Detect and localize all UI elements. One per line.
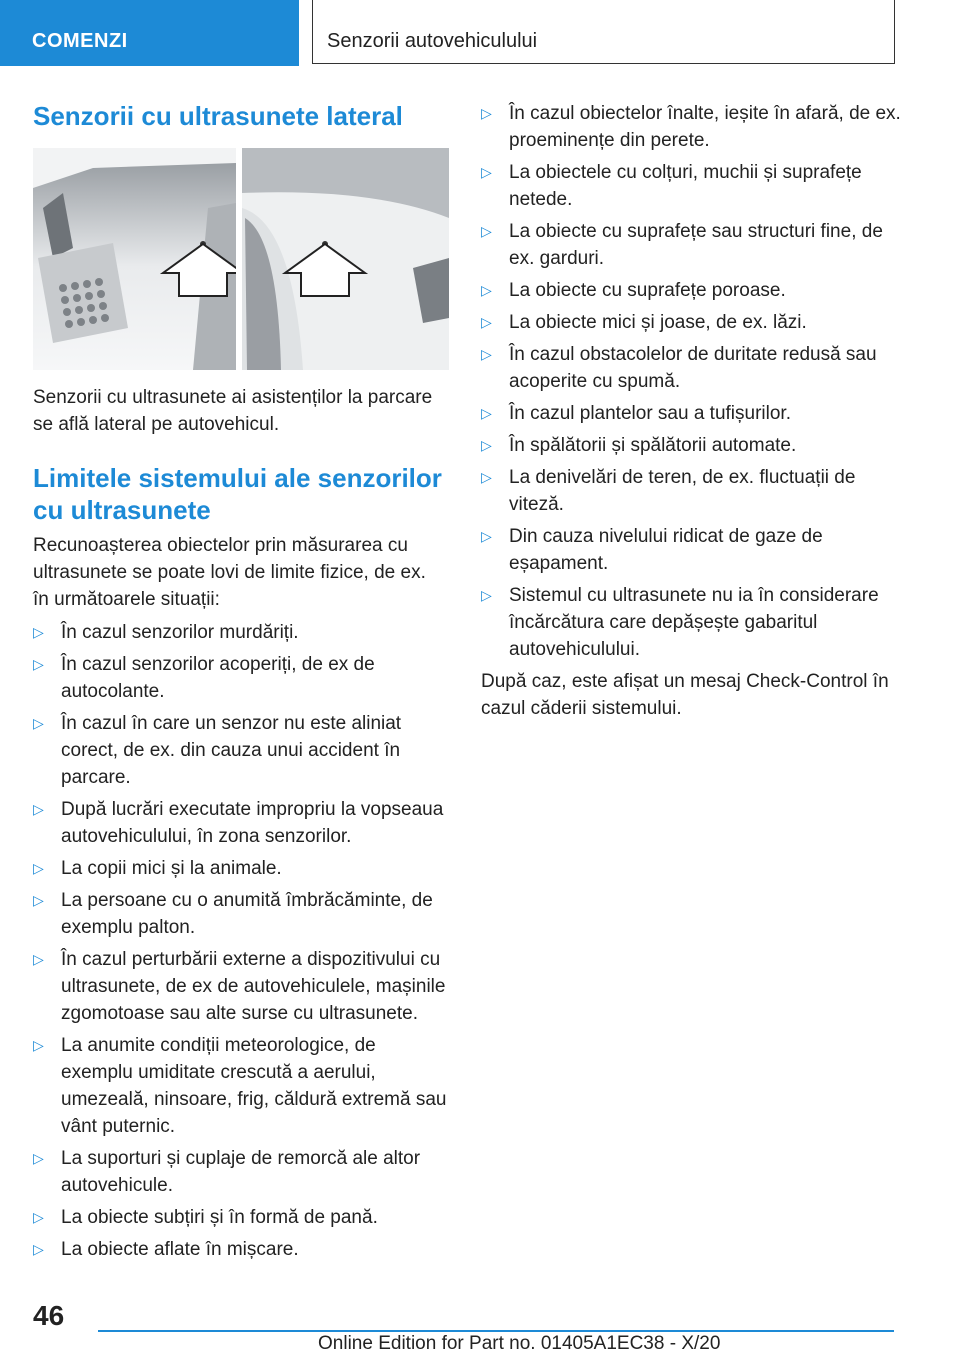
bullet-triangle-icon: ▷ — [33, 1150, 44, 1166]
list-item: ▷ În cazul perturbării externe a dispozitivului cu ultrasunete, de ex de autovehiculele, mașinile zgomotoase sau alte surse cu ultrasunete. — [33, 946, 449, 1027]
bullet-triangle-icon: ▷ — [481, 405, 492, 421]
list-item: ▷ După lucrări executate impropriu la vopseaua autovehiculului, în zona senzorilor. — [33, 796, 449, 850]
bullet-triangle-icon: ▷ — [33, 860, 44, 876]
list-item: ▷ La obiecte subțiri și în formă de pană. — [33, 1204, 449, 1231]
closing-text: După caz, este afișat un mesaj Check-Control în cazul căderii sistemului. — [481, 671, 889, 719]
sensor-figure — [33, 148, 449, 370]
list-item: ▷ La copii mici și la animale. — [33, 855, 449, 882]
bullet-triangle-icon: ▷ — [33, 624, 44, 640]
list-item: ▷ În cazul senzorilor acoperiți, de ex de autocolante. — [33, 651, 449, 705]
limits-list-left — [33, 619, 449, 1263]
list-item: ▷ În cazul senzorilor murdăriți. — [33, 619, 449, 646]
bullet-triangle-icon: ▷ — [481, 346, 492, 362]
bullet-triangle-icon: ▷ — [33, 656, 44, 672]
list-item: ▷ În cazul obstacolelor de duritate redusă sau acoperite cu spumă. — [481, 341, 901, 395]
section-heading-lateral: Senzorii cu ultrasunete lateral — [33, 101, 403, 131]
bullet-triangle-icon: ▷ — [33, 892, 44, 908]
bullet-triangle-icon: ▷ — [481, 282, 492, 298]
list-item: ▷ La denivelări de teren, de ex. fluctuații de viteză. — [481, 464, 901, 518]
list-item: ▷ În cazul în care un senzor nu este aliniat corect, de ex. din cauza unui accident în parcare. — [33, 710, 449, 791]
bullet-triangle-icon: ▷ — [481, 105, 492, 121]
page-number: 46 — [33, 1300, 65, 1331]
list-item: ▷ La obiecte mici și joase, de ex. lăzi. — [481, 309, 901, 336]
list-item: ▷ La anumite condiții meteorologice, de exemplu umiditate crescută a aerului, umezeală, ninsoare, frig, căldură extremă sau vânt puternic. — [33, 1032, 449, 1140]
bullet-triangle-icon: ▷ — [481, 437, 492, 453]
list-item: ▷ În spălătorii și spălătorii automate. — [481, 432, 901, 459]
bullet-triangle-icon: ▷ — [481, 223, 492, 239]
chapter-title: Senzorii autovehiculului — [312, 0, 895, 64]
section-heading-limits: Limitele sistemului ale senzorilor cu ultrasunete — [33, 463, 442, 525]
page-header — [0, 0, 960, 66]
bullet-triangle-icon: ▷ — [33, 1037, 44, 1053]
right-column — [481, 100, 901, 722]
footer-divider — [98, 1330, 894, 1332]
list-item: ▷ La obiecte cu suprafețe sau structuri fine, de ex. garduri. — [481, 218, 901, 272]
car-bumper-illustration — [33, 148, 449, 370]
limits-list-right — [481, 100, 901, 663]
list-item: ▷ Sistemul cu ultrasunete nu ia în considerare încărcătura care depășește gabaritul autovehiculului. — [481, 582, 901, 663]
bullet-triangle-icon: ▷ — [481, 164, 492, 180]
list-item: ▷ La obiecte aflate în mișcare. — [33, 1236, 449, 1263]
bullet-triangle-icon: ▷ — [33, 715, 44, 731]
bullet-triangle-icon: ▷ — [481, 587, 492, 603]
intro-text: Senzorii cu ultrasunete ai asistenților la parcare se află lateral pe autovehicul. — [33, 387, 433, 435]
section-tab: COMENZI — [0, 0, 299, 66]
list-item: ▷ În cazul obiectelor înalte, ieșite în afară, de ex. proeminențe din perete. — [481, 100, 901, 154]
left-column — [33, 100, 449, 1268]
edition-footer: Online Edition for Part no. 01405A1EC38 - X/20 — [318, 1333, 721, 1354]
list-item: ▷ La obiecte cu suprafețe poroase. — [481, 277, 901, 304]
limits-intro-text: Recunoașterea obiectelor prin măsurarea cu ultrasunete se poate lovi de limite fizice, de ex. în următoarele situații: — [33, 535, 426, 610]
list-item: ▷ În cazul plantelor sau a tufișurilor. — [481, 400, 901, 427]
list-item: ▷ La suporturi și cuplaje de remorcă ale altor autovehicule. — [33, 1145, 449, 1199]
bullet-triangle-icon: ▷ — [33, 951, 44, 967]
bullet-triangle-icon: ▷ — [481, 528, 492, 544]
list-item: ▷ La persoane cu o anumită îmbrăcăminte, de exemplu palton. — [33, 887, 449, 941]
bullet-triangle-icon: ▷ — [33, 1241, 44, 1257]
bullet-triangle-icon: ▷ — [481, 469, 492, 485]
bullet-triangle-icon: ▷ — [33, 801, 44, 817]
list-item: ▷ La obiectele cu colțuri, muchii și suprafețe netede. — [481, 159, 901, 213]
bullet-triangle-icon: ▷ — [481, 314, 492, 330]
bullet-triangle-icon: ▷ — [33, 1209, 44, 1225]
list-item: ▷ Din cauza nivelului ridicat de gaze de eșapament. — [481, 523, 901, 577]
